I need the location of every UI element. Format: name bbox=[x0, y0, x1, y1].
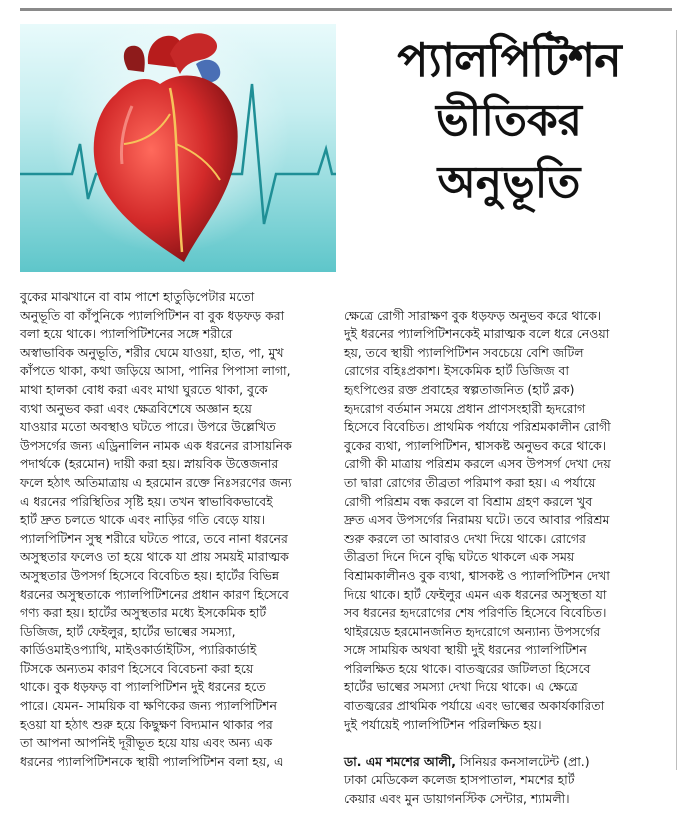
article-column-left: বুকের মাঝখানে বা বাম পাশে হাতুড়িপেটার মতো অনুভূতি বা কাঁপুনিকে প্যালপিটিশন বা বুক ধড়ফড় করা বলা হয়ে থাকে। প্যালপিটিশনের সঙ্গে শরীরে অস্বাভাবিক অনুভূতি, শরীর ঘেমে যাওয়া, হাত, পা, মুখ কাঁপতে থাকা, কথা জড়িয়ে আসা, পানির পিপাসা লাগা, মাথা হালকা বোধ করা এবং মাথা ঘুরতে থাকা, বুকে ব্যথা অনুভব করা এবং ক্ষেত্রবিশেষে অজ্ঞান হয়ে যাওয়ার মতো অবস্থাও ঘটতে পারে। উপরে উল্লেখিত উপসর্গের জন্য এড্রিনালিন নামক এক ধরনের রাসায়নিক পদার্থকে (হরমোন) দায়ী করা হয়। স্নায়বিক উত্তেজনার ফলে হঠাৎ অতিমাত্রায় এ হরমোন রক্তে নিঃসরণের জন্য এ ধরনের পরিস্থিতির সৃষ্টি হয়। তখন স্বাভাবিকভাবেই হার্ট দ্রুত চলতে থাকে এবং নাড়ির গতি বেড়ে যায়। প্যালপিটিশন সুস্থ শরীরে ঘটতে পারে, তবে নানা ধরনের অসুস্থতার ফলেও তা হয়ে থাকে যা প্রায় সময়ই মারাত্মক অসুস্থতার উপসর্গ হিসেবে বিবেচিত হয়। হার্টের বিভিন্ন ধরনের অসুস্থতাকে প্যালপিটিশনের প্রধান কারণ হিসেবে গণ্য করা হয়। হার্টের অসুস্থতার মধ্যে ইসকেমিক হার্ট ডিজিজ, হার্ট ফেইলুর, হার্টের ভাল্বের সমস্যা, কার্ডিওমাইওপ্যাথি, মাইওকার্ডাইটিস, প্যারিকার্ডাই টিসকে অন্যতম কারণ হিসেবে বিবেচনা করা হয়ে থাকে। বুক ধড়ফড় বা প্যালপিটিশন দুই ধরনের হতে পারে। যেমন- সাময়িক বা ক্ষণিকের জন্য প্যালপিটিশন হওয়া যা হঠাৎ শুরু হয়ে কিছুক্ষণ বিদ্যমান থাকার পর তা আপনা আপনিই দূরীভূত হয়ে যায় এবং অন্য এক ধরনের প্যালপিটিশনকে স্থায়ী প্যালপিটিশন বলা হয়, এ bbox=[20, 289, 292, 769]
article-column-right-text: ক্ষেত্রে রোগী সারাক্ষণ বুক ধড়ফড় অনুভব করে থাকে। দুই ধরনের প্যালপিটিশনকেই মারাত্মক বলে ধরে নেওয়া হয়, তবে স্থায়ী প্যালপিটিশন সবচেয়ে বেশি জটিল রোগের বহিঃপ্রকাশ। ইসকেমিক হার্ট ডিজিজ বা হৃৎপিণ্ডের রক্ত প্রবাহের স্বল্পতাজনিত (হার্ট ব্লক) হৃদরোগ বর্তমান সময়ে প্রধান প্রাণসংহারী হৃদরোগ হিসেবে বিবেচিত। প্রাথমিক পর্যায়ে পরিশ্রমকালীন রোগী বুকের ব্যথা, প্যালপিটিশন, শ্বাসকষ্ট অনুভব করে থাকে। রোগী কী মাত্রায় পরিশ্রম করলে এসব উপসর্গ দেখা দেয় তা দ্বারা রোগের তীব্রতা পরিমাপ করা হয়। এ পর্যায়ে রোগী পরিশ্রম বন্ধ করলে বা বিশ্রাম গ্রহণ করলে খুব দ্রুত এসব উপসর্গের নিরাময় ঘটে। তবে আবার পরিশ্রম শুরু করলে তা আবারও দেখা দিয়ে থাকে। রোগের তীব্রতা দিনে দিনে বৃদ্ধি ঘটতে থাকলে এক সময় বিশ্রামকালীনও বুক ব্যথা, শ্বাসকষ্ট ও প্যালপিটিশন দেখা দিয়ে থাকে। হার্ট ফেইলুর এমন এক ধরনের অসুস্থতা যা সব ধরনের হৃদরোগের শেষ পরিণতি হিসেবে বিবেচিত। থাইরয়েড হরমোনজনিত হৃদরোগে অন্যান্য উপসর্গের সঙ্গে সাময়িক অথবা স্থায়ী দুই ধরনের প্যালপিটিশন পরিলক্ষিত হয়ে থাকে। বাতজ্বরের জটিলতা হিসেবে হার্টের ভাল্বের সমস্যা দেখা দিয়ে থাকে। এ ক্ষেত্রে বাতজ্বরের প্রাথমিক পর্যায়ে এবং ভাল্বের অকার্যকারিতা দুই পর্যায়েই প্যালপিটিশন পরিলক্ষিত হয়। bbox=[344, 307, 611, 732]
subtitle-line-1: ভীতিকর bbox=[436, 95, 582, 146]
heart-illustration bbox=[20, 24, 336, 272]
top-rule bbox=[20, 8, 672, 11]
headline bbox=[344, 30, 674, 214]
heart-icon bbox=[20, 24, 336, 272]
page-title: প্যালপিটিশন bbox=[397, 33, 621, 87]
article-column-right bbox=[344, 288, 668, 827]
author-details: সিনিয়র কনসালটেন্ট (প্রা.) ঢাকা মেডিকেল কলেজ হাসপাতাল, শমশের হার্ট কেয়ার এবং মুন ডায়াগনস্টিক সেন্টার, শ্যামলী। bbox=[344, 753, 590, 807]
author-byline bbox=[344, 753, 668, 809]
column-divider-right bbox=[676, 30, 677, 770]
author-name: ডা. এম শমশের আলী, bbox=[344, 753, 456, 769]
subtitle-line-2: অনুভূতি bbox=[437, 157, 581, 208]
